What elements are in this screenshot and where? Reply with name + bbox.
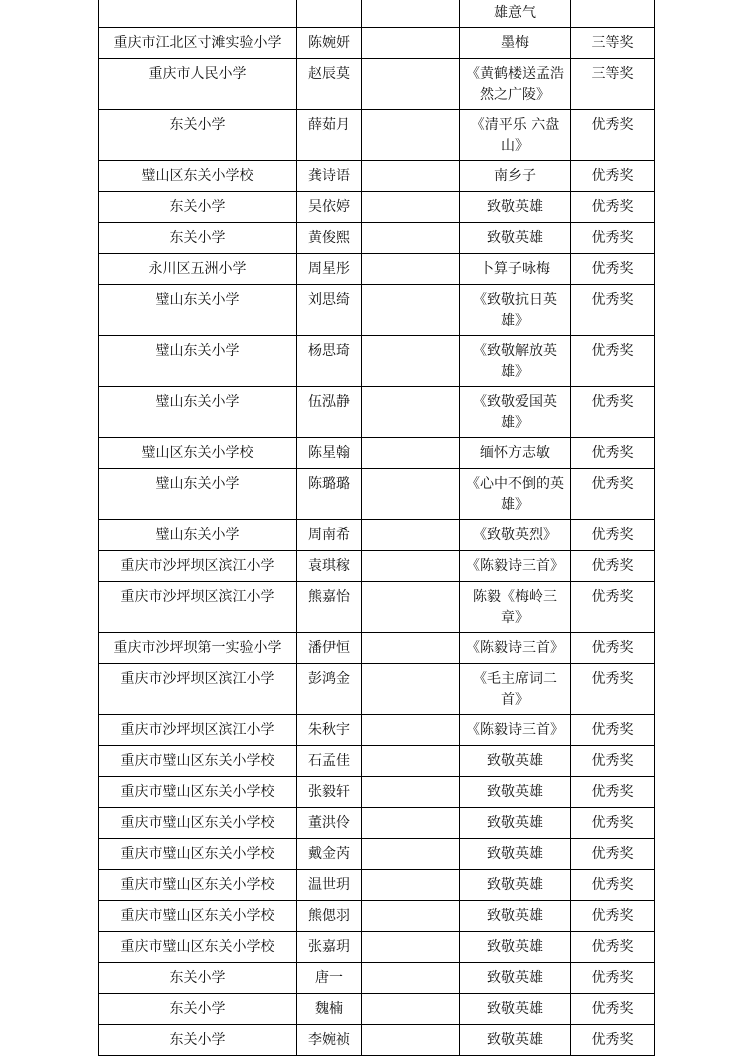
table-row [99, 59, 655, 110]
empty-cell [362, 59, 460, 110]
empty-cell [362, 582, 460, 633]
award-level-cell: 优秀奖 [571, 223, 655, 254]
work-title-cell: 南乡子 [460, 161, 571, 192]
school-cell: 重庆市沙坪坝区滨江小学 [99, 715, 297, 746]
award-level-cell: 优秀奖 [571, 901, 655, 932]
award-level-cell: 优秀奖 [571, 839, 655, 870]
school-cell: 重庆市璧山区东关小学校 [99, 777, 297, 808]
award-level-cell: 三等奖 [571, 28, 655, 59]
empty-cell [362, 777, 460, 808]
table-row [99, 285, 655, 336]
school-cell: 重庆市沙坪坝第一实验小学 [99, 633, 297, 664]
table-row [99, 870, 655, 901]
table-row [99, 932, 655, 963]
award-level-cell: 优秀奖 [571, 932, 655, 963]
empty-cell [362, 161, 460, 192]
empty-cell [362, 192, 460, 223]
award-level-cell: 优秀奖 [571, 161, 655, 192]
student-name-cell: 黄俊熙 [297, 223, 362, 254]
student-name-cell: 李婉祯 [297, 1025, 362, 1056]
work-title-cell: 《清平乐 六盘山》 [460, 110, 571, 161]
table-row [99, 254, 655, 285]
award-level-cell: 优秀奖 [571, 1025, 655, 1056]
table-row [99, 994, 655, 1025]
table-row [99, 715, 655, 746]
award-table-body [99, 0, 655, 1056]
table-row [99, 1025, 655, 1056]
work-title-cell: 致敬英雄 [460, 808, 571, 839]
school-cell: 璧山东关小学 [99, 285, 297, 336]
work-title-cell: 致敬英雄 [460, 746, 571, 777]
table-row [99, 0, 655, 28]
school-cell: 重庆市人民小学 [99, 59, 297, 110]
student-name-cell: 唐一 [297, 963, 362, 994]
student-name-cell: 熊偲羽 [297, 901, 362, 932]
student-name-cell: 吴依婷 [297, 192, 362, 223]
table-row [99, 551, 655, 582]
table-row [99, 963, 655, 994]
award-level-cell: 优秀奖 [571, 664, 655, 715]
school-cell: 重庆市璧山区东关小学校 [99, 870, 297, 901]
table-row [99, 336, 655, 387]
work-title-cell: 《心中不倒的英雄》 [460, 469, 571, 520]
work-title-cell: 《致敬抗日英雄》 [460, 285, 571, 336]
empty-cell [362, 520, 460, 551]
school-cell: 东关小学 [99, 1025, 297, 1056]
award-level-cell: 优秀奖 [571, 777, 655, 808]
award-level-cell: 三等奖 [571, 59, 655, 110]
work-title-cell: 墨梅 [460, 28, 571, 59]
work-title-cell: 致敬英雄 [460, 932, 571, 963]
school-cell: 东关小学 [99, 192, 297, 223]
school-cell: 璧山区东关小学校 [99, 438, 297, 469]
award-level-cell: 优秀奖 [571, 994, 655, 1025]
empty-cell [362, 551, 460, 582]
student-name-cell: 董洪伶 [297, 808, 362, 839]
empty-cell [362, 438, 460, 469]
student-name-cell: 温世玥 [297, 870, 362, 901]
award-level-cell: 优秀奖 [571, 336, 655, 387]
student-name-cell: 杨思琦 [297, 336, 362, 387]
empty-cell [362, 664, 460, 715]
table-row [99, 633, 655, 664]
school-cell: 重庆市璧山区东关小学校 [99, 901, 297, 932]
empty-cell [362, 1025, 460, 1056]
work-title-cell: 致敬英雄 [460, 901, 571, 932]
school-cell: 重庆市璧山区东关小学校 [99, 932, 297, 963]
school-cell: 璧山区东关小学校 [99, 161, 297, 192]
work-title-cell: 《毛主席词二首》 [460, 664, 571, 715]
table-row [99, 520, 655, 551]
table-row [99, 438, 655, 469]
empty-cell [362, 808, 460, 839]
table-row [99, 223, 655, 254]
table-row [99, 808, 655, 839]
empty-cell [362, 223, 460, 254]
table-row [99, 839, 655, 870]
award-list-sheet [98, 0, 654, 1056]
student-name-cell: 伍泓静 [297, 387, 362, 438]
table-row [99, 28, 655, 59]
award-level-cell: 优秀奖 [571, 808, 655, 839]
work-title-cell: 致敬英雄 [460, 870, 571, 901]
empty-cell [362, 932, 460, 963]
empty-cell [362, 746, 460, 777]
student-name-cell: 张毅轩 [297, 777, 362, 808]
award-level-cell: 优秀奖 [571, 469, 655, 520]
empty-cell [362, 839, 460, 870]
empty-cell [362, 901, 460, 932]
student-name-cell: 魏楠 [297, 994, 362, 1025]
award-level-cell: 优秀奖 [571, 192, 655, 223]
student-name-cell: 彭鸿金 [297, 664, 362, 715]
award-level-cell: 优秀奖 [571, 551, 655, 582]
table-row [99, 746, 655, 777]
work-title-cell: 致敬英雄 [460, 963, 571, 994]
table-row [99, 777, 655, 808]
school-cell: 璧山东关小学 [99, 520, 297, 551]
student-name-cell: 陈璐璐 [297, 469, 362, 520]
table-row [99, 161, 655, 192]
table-row [99, 387, 655, 438]
award-level-cell: 优秀奖 [571, 285, 655, 336]
table-row [99, 664, 655, 715]
school-cell: 东关小学 [99, 110, 297, 161]
work-title-cell: 《致敬英烈》 [460, 520, 571, 551]
award-level-cell: 优秀奖 [571, 438, 655, 469]
award-level-cell: 优秀奖 [571, 520, 655, 551]
school-cell: 重庆市沙坪坝区滨江小学 [99, 551, 297, 582]
student-name-cell: 朱秋宇 [297, 715, 362, 746]
award-level-cell: 优秀奖 [571, 254, 655, 285]
award-level-cell: 优秀奖 [571, 110, 655, 161]
work-title-cell: 缅怀方志敏 [460, 438, 571, 469]
award-level-cell: 优秀奖 [571, 715, 655, 746]
table-row [99, 469, 655, 520]
work-title-cell: 陈毅《梅岭三章》 [460, 582, 571, 633]
school-cell: 永川区五洲小学 [99, 254, 297, 285]
school-cell: 重庆市江北区寸滩实验小学 [99, 28, 297, 59]
work-title-cell: 《陈毅诗三首》 [460, 633, 571, 664]
empty-cell [362, 254, 460, 285]
student-name-cell: 陈婉妍 [297, 28, 362, 59]
empty-cell [362, 387, 460, 438]
empty-cell [362, 994, 460, 1025]
student-name-cell: 张嘉玥 [297, 932, 362, 963]
empty-cell [362, 870, 460, 901]
student-name-cell: 薛茹月 [297, 110, 362, 161]
student-name-cell: 刘思绮 [297, 285, 362, 336]
empty-cell [362, 715, 460, 746]
school-cell: 东关小学 [99, 963, 297, 994]
work-title-cell: 《致敬爱国英雄》 [460, 387, 571, 438]
student-name-cell: 潘伊恒 [297, 633, 362, 664]
award-level-cell: 优秀奖 [571, 387, 655, 438]
empty-cell [362, 633, 460, 664]
work-title-cell: 致敬英雄 [460, 192, 571, 223]
school-cell [99, 0, 297, 28]
table-row [99, 110, 655, 161]
school-cell: 东关小学 [99, 223, 297, 254]
work-title-cell: 致敬英雄 [460, 839, 571, 870]
work-title-cell: 雄意气 [460, 0, 571, 28]
school-cell: 重庆市璧山区东关小学校 [99, 746, 297, 777]
work-title-cell: 《黄鹤楼送孟浩然之广陵》 [460, 59, 571, 110]
empty-cell [362, 336, 460, 387]
work-title-cell: 致敬英雄 [460, 994, 571, 1025]
award-level-cell: 优秀奖 [571, 633, 655, 664]
work-title-cell: 《陈毅诗三首》 [460, 551, 571, 582]
award-level-cell: 优秀奖 [571, 582, 655, 633]
school-cell: 璧山东关小学 [99, 469, 297, 520]
school-cell: 东关小学 [99, 994, 297, 1025]
student-name-cell: 石孟佳 [297, 746, 362, 777]
award-level-cell [571, 0, 655, 28]
award-level-cell: 优秀奖 [571, 870, 655, 901]
school-cell: 重庆市沙坪坝区滨江小学 [99, 664, 297, 715]
school-cell: 璧山东关小学 [99, 336, 297, 387]
work-title-cell: 《陈毅诗三首》 [460, 715, 571, 746]
award-level-cell: 优秀奖 [571, 746, 655, 777]
school-cell: 重庆市璧山区东关小学校 [99, 808, 297, 839]
empty-cell [362, 469, 460, 520]
student-name-cell: 周南希 [297, 520, 362, 551]
student-name-cell: 赵辰莫 [297, 59, 362, 110]
school-cell: 重庆市璧山区东关小学校 [99, 839, 297, 870]
work-title-cell: 致敬英雄 [460, 223, 571, 254]
school-cell: 重庆市沙坪坝区滨江小学 [99, 582, 297, 633]
school-cell: 璧山东关小学 [99, 387, 297, 438]
award-level-cell: 优秀奖 [571, 963, 655, 994]
empty-cell [362, 285, 460, 336]
student-name-cell: 熊嘉怡 [297, 582, 362, 633]
work-title-cell: 《致敬解放英雄》 [460, 336, 571, 387]
empty-cell [362, 28, 460, 59]
empty-cell [362, 110, 460, 161]
work-title-cell: 卜算子咏梅 [460, 254, 571, 285]
table-row [99, 192, 655, 223]
work-title-cell: 致敬英雄 [460, 1025, 571, 1056]
empty-cell [362, 0, 460, 28]
empty-cell [362, 963, 460, 994]
table-row [99, 582, 655, 633]
student-name-cell: 陈星翰 [297, 438, 362, 469]
student-name-cell: 袁琪稼 [297, 551, 362, 582]
student-name-cell: 龚诗语 [297, 161, 362, 192]
student-name-cell [297, 0, 362, 28]
student-name-cell: 周星彤 [297, 254, 362, 285]
award-table [98, 0, 655, 1056]
student-name-cell: 戴金芮 [297, 839, 362, 870]
table-row [99, 901, 655, 932]
work-title-cell: 致敬英雄 [460, 777, 571, 808]
